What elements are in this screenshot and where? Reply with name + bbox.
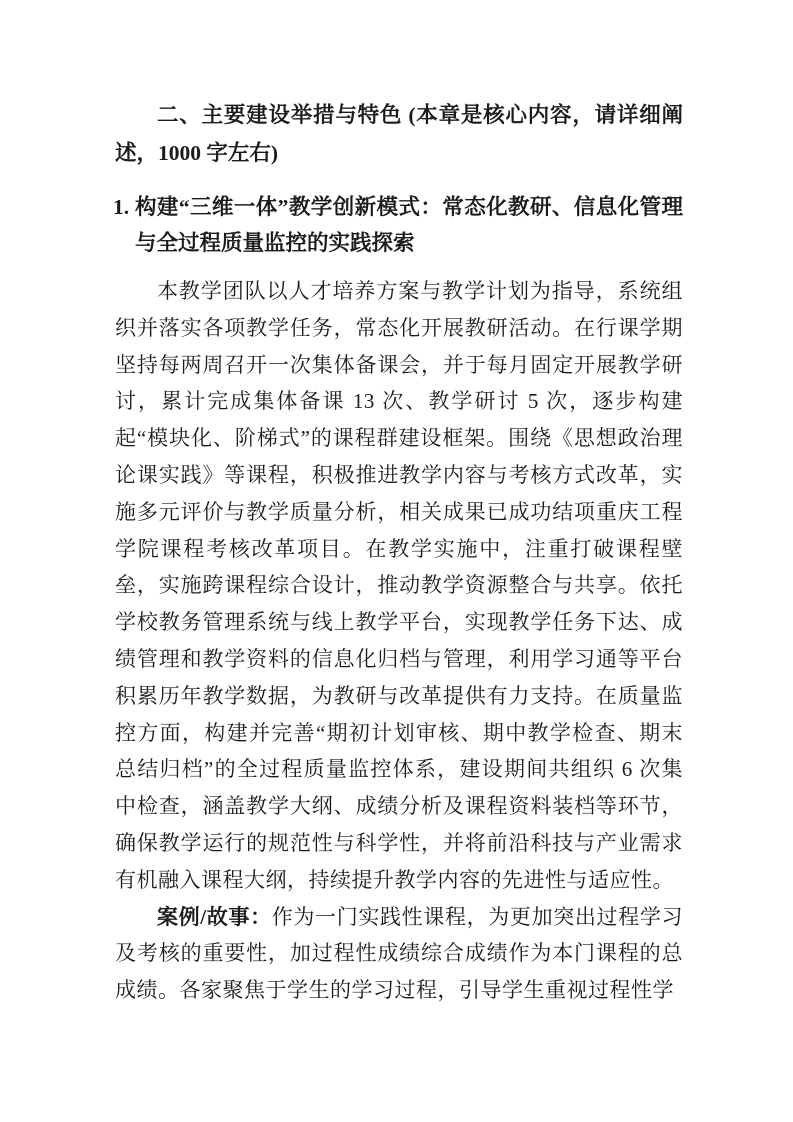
body-paragraph-1: 本教学团队以人才培养方案与教学计划为指导，系统组织并落实各项教学任务，常态化开展教研活动。在行课学期坚持每两周召开一次集体备课会，并于每月固定开展教学研讨，累计完成集体备课 13 次、教学研讨 5 次，逐步构建起“模块化、阶梯式”的课程群建设框架。围绕《思想政治理论课实践》等课程，积极推进教学内容与考核方式改革，实施多元评价与教学质量分析，相关成果已成功结项重庆工程学院课程考核改革项目。在教学实施中，注重打破课程壁垒，实施跨课程综合设计，推动教学资源整合与共享。依托学校教务管理系统与线上教学平台，实现教学任务下达、成绩管理和教学资料的信息化归档与管理，利用学习通等平台积累历年教学数据，为教研与改革提供有力支持。在质量监控方面，构建并完善“期初计划审核、期中教学检查、期末总结归档”的全过程质量监控体系，建设期间共组织 6 次集中检查，涵盖教学大纲、成绩分析及课程资料装档等环节，确保教学运行的规范性与科学性，并将前沿科技与产业需求有机融入课程大纲，持续提升教学内容的先进性与适应性。	[115, 279, 683, 892]
case-story-text: 作为一门实践性课程，为更加突出过程学习及考核的重要性，加过程性成绩综合成绩作为本门课程的总成绩。各家聚焦于学生的学习过程，引导学生重视过程性学	[115, 904, 683, 1003]
numbered-heading	[115, 189, 683, 261]
section-heading: 二、主要建设举措与特色 (本章是核心内容，请详细阐述，1000 字左右)	[115, 103, 683, 165]
heading-number: 1.	[113, 195, 130, 219]
case-story-label: 案例/故事：	[157, 904, 272, 929]
body-paragraph-2	[115, 899, 683, 1009]
page-content	[115, 96, 683, 1009]
heading-text: 构建“三维一体”教学创新模式：常态化教研、信息化管理与全过程质量监控的实践探索	[135, 195, 683, 255]
